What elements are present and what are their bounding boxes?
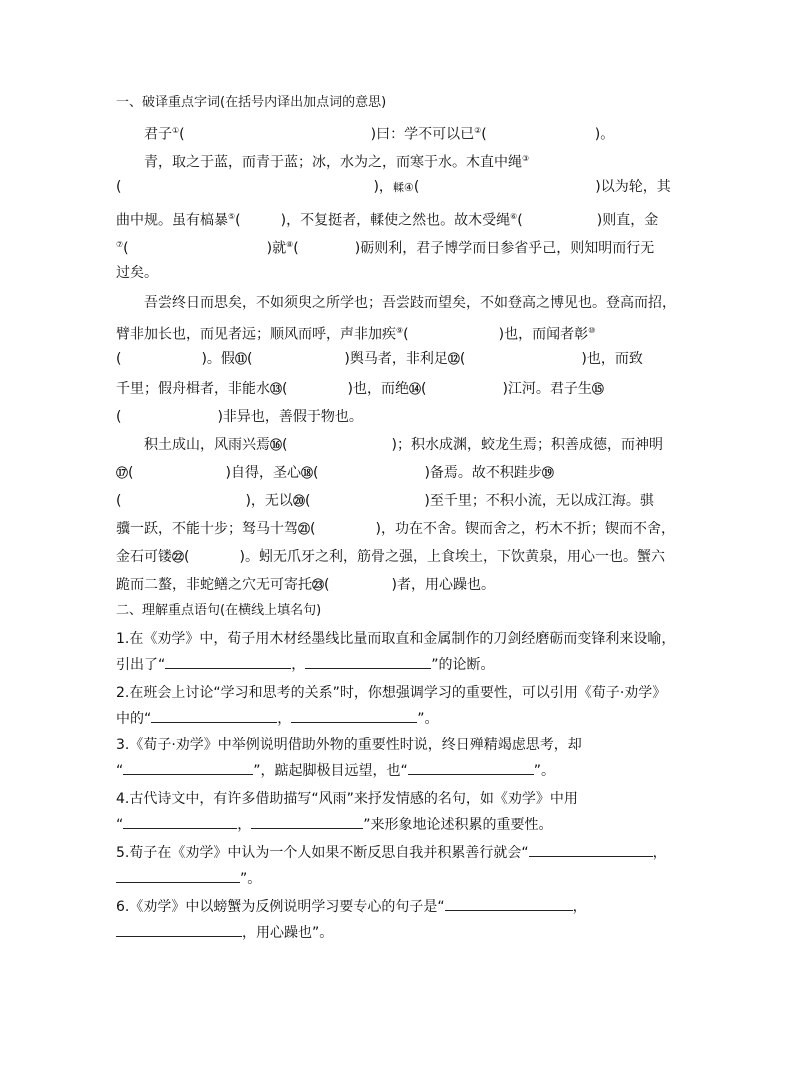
passage-line: 青，取之于蓝，而青于蓝；冰，水为之，而寒于水。木直中绳③ (144, 154, 530, 171)
question-4: 4.古代诗文中，有许多借助描写“风雨”来抒发情感的名句，如《劝学》中用 (116, 791, 578, 807)
passage-line: ( )非异也，善假于物也。 (116, 409, 363, 425)
question-3: 3.《荀子·劝学》中举例说明借助外物的重要性时说，终日殚精竭虑思考，却 (116, 737, 582, 753)
passage-line: 金石可镂㉒( )。蚓无爪牙之利，筋骨之强，上食埃土，下饮黄泉，用心一也。蟹六 (116, 549, 665, 565)
passage-line: 骥一跃，不能十步；驽马十驾㉑( )，功在不舍。锲而舍之，朽木不折；锲而不舍， (116, 521, 675, 537)
question-5: 5.荀子在《劝学》中认为一个人如果不断反思自我并积累善行就会“ ， (116, 845, 667, 861)
answer-blank[interactable] (165, 656, 291, 669)
section-1-title: 一、破译重点字词(在括号内译出加点词的意思) (116, 95, 387, 110)
answer-blank[interactable] (529, 844, 653, 857)
passage-line: 君子①( )曰：学不可以已②( )。 (144, 126, 615, 143)
passage-line: 臂非加长也，而见者远；顺风而呼，声非加疾⑨( )也，而闻者彰⑩ (116, 326, 596, 343)
passage-line: 过矣。 (116, 265, 158, 281)
question-6-answer-line: ，用心躁也”。 (116, 924, 333, 942)
passage-line: ⑰( )自得，圣心⑱( )备焉。故不积跬步⑲ (116, 465, 554, 481)
answer-blank[interactable] (445, 898, 573, 911)
question-3-answer-line: “ ”，踮起脚极目远望，也“ ”。 (116, 763, 556, 779)
answer-blank[interactable] (123, 816, 237, 829)
passage-line: 积土成山，风雨兴焉⑯( )；积水成渊，蛟龙生焉；积善成德，而神明 (144, 437, 663, 453)
answer-blank[interactable] (116, 870, 240, 883)
question-1-answer-line: 引出了“ ， ”的论断。 (116, 657, 495, 673)
answer-blank[interactable] (251, 816, 363, 829)
passage-line: ( )，輮④( )以为轮，其 (116, 179, 671, 195)
passage-line: ( )。假⑪( )舆马者，非利足⑫( )也，而致 (116, 351, 643, 367)
passage-line: 曲中规。虽有槁暴⑤( )，不复挺者，輮使之然也。故木受绳⑥( )则直，金 (116, 212, 659, 229)
answer-blank[interactable] (408, 762, 534, 775)
answer-blank[interactable] (116, 924, 242, 937)
question-5-answer-line: ”。 (116, 870, 261, 888)
passage-line: ( )，无以⑳( )至千里；不积小流，无以成江海。骐 (116, 493, 654, 509)
passage-line: 吾尝终日而思矣，不如须臾之所学也；吾尝跂而望矣，不如登高之博见也。登高而招， (144, 295, 676, 311)
section-2-title: 二、理解重点语句(在横线上填名句) (116, 603, 322, 618)
question-6: 6.《劝学》中以螃蟹为反例说明学习要专心的句子是“ ， (116, 899, 587, 915)
question-4-answer-line: “ ， ”来形象地论述积累的重要性。 (116, 817, 553, 833)
passage-line: 跪而二螯，非蛇鳝之穴无可寄托㉓( )者，用心躁也。 (116, 577, 495, 593)
answer-blank[interactable] (291, 710, 417, 723)
answer-blank[interactable] (151, 710, 277, 723)
answer-blank[interactable] (305, 656, 431, 669)
question-1: 1.在《劝学》中，荀子用木材经墨线比量而取直和金属制作的刀剑经磨砺而变锋利来设喻， (116, 631, 676, 647)
passage-line: 千里；假舟楫者，非能水⑬( )也，而绝⑭( )江河。君子生⑮ (116, 381, 604, 397)
question-2: 2.在班会上讨论“学习和思考的关系”时，你想强调学习的重要性，可以引用《荀子·劝学》 (116, 685, 667, 701)
question-2-answer-line: 中的“ ， ”。 (116, 711, 439, 727)
passage-line: ⑦( )就⑧( )砺则利，君子博学而日参省乎己，则知明而行无 (116, 240, 655, 257)
answer-blank[interactable] (123, 762, 253, 775)
